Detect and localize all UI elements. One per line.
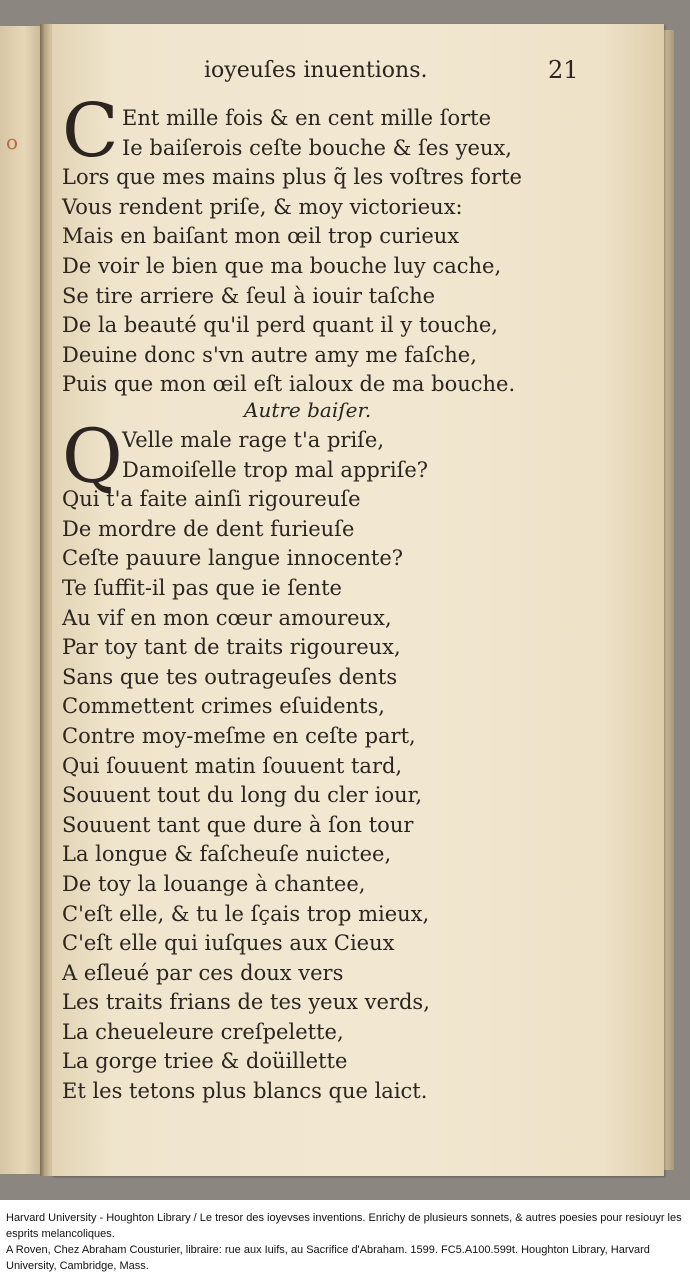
poem1-line: Ent mille fois & en cent mille ſorte xyxy=(122,106,492,130)
poem2-title: Autre baiſer. xyxy=(244,398,372,422)
poem2-line: C'eſt elle qui iuſques aux Cieux xyxy=(62,931,395,956)
poem2-line: Velle male rage t'a priſe, xyxy=(122,428,385,452)
poem2-line: Qui t'a faite ainſi rigoureuſe xyxy=(62,487,361,512)
poem1-line: Ie baiſerois ceſte bouche & ſes yeux, xyxy=(122,135,512,160)
poem2-line: Par toy tant de traits rigoureux, xyxy=(62,635,401,660)
poem1-line: Mais en baiſant mon œil trop curieux xyxy=(62,224,460,249)
poem2-line: Souuent tout du long du cler iour, xyxy=(62,783,423,808)
poem2-line: Au vif en mon cœur amoureux, xyxy=(62,605,392,630)
poem1-line: Vous rendent priſe, & moy victorieux: xyxy=(62,194,463,219)
poem2-line: Et les tetons plus blancs que laict. xyxy=(62,1079,428,1104)
poem2-line: A eſleué par ces doux vers xyxy=(62,960,344,985)
poem2-line: Qui ſouuent matin ſouuent tard, xyxy=(62,753,403,778)
page-fore-edge xyxy=(664,30,674,1170)
poem1-line: Puis que mon œil eſt ialoux de ma bouche. xyxy=(62,372,516,397)
poem1-line: Lors que mes mains plus q̃ les voſtres forte xyxy=(62,165,522,190)
poem2-dropcap: Q xyxy=(62,414,123,500)
book-gutter xyxy=(40,24,52,1176)
poem1-line: Se tire arriere & ſeul à iouir taſche xyxy=(62,283,436,308)
poem1-dropcap: C xyxy=(62,88,119,174)
poem2-line: De toy la louange à chantee, xyxy=(62,871,366,896)
running-head: ioyeuſes inuentions. xyxy=(204,58,428,83)
poem1-line: De voir le bien que ma bouche luy cache, xyxy=(62,253,502,278)
poem2-line: C'eſt elle, & tu le ſçais trop mieux, xyxy=(62,901,430,926)
caption-line-2: A Roven, Chez Abraham Cousturier, libraire: rue aux Iuifs, au Sacrifice d'Abraham. 1599. FC5.A100.599t. Houghton Library, Harvard University, Cambridge, Mass. xyxy=(6,1244,650,1272)
facing-page-mark: o xyxy=(6,130,19,154)
poem2-line: La longue & faſcheuſe nuictee, xyxy=(62,842,392,867)
facing-page-edge xyxy=(0,26,41,1174)
poem2-line: Te ſuffit-il pas que ie ſente xyxy=(62,575,342,600)
poem2 xyxy=(62,426,602,1107)
poem2-line: Commettent crimes eſuidents, xyxy=(62,694,385,719)
poem2-line: Ceſte pauure langue innocente? xyxy=(62,546,404,571)
poem2-line: Contre moy-meſme en ceſte part, xyxy=(62,723,416,748)
poem1-line: Deuine donc s'vn autre amy me faſche, xyxy=(62,342,477,367)
poem1 xyxy=(62,104,602,400)
poem1-line: De la beauté qu'il perd quant il y touche, xyxy=(62,313,498,338)
poem2-line: Damoiſelle trop mal appriſe? xyxy=(122,457,429,482)
poem2-line: La gorge triee & doüillette xyxy=(62,1049,348,1074)
page-number: 21 xyxy=(548,56,579,84)
caption-line-1: Harvard University - Houghton Library / Le tresor des ioyevses inventions. Enrichy de plusieurs sonnets, & autres poesies pour resiouyr les esprits melancoliques. xyxy=(6,1212,682,1240)
poem2-line: La cheueleure creſpelette, xyxy=(62,1019,344,1044)
poem2-line: Sans que tes outrageuſes dents xyxy=(62,664,398,689)
poem2-line: De mordre de dent furieuſe xyxy=(62,516,355,541)
poem2-line: Souuent tant que dure à ſon tour xyxy=(62,812,414,837)
poem2-line: Les traits frians de tes yeux verds, xyxy=(62,990,430,1015)
image-caption xyxy=(6,1210,686,1274)
